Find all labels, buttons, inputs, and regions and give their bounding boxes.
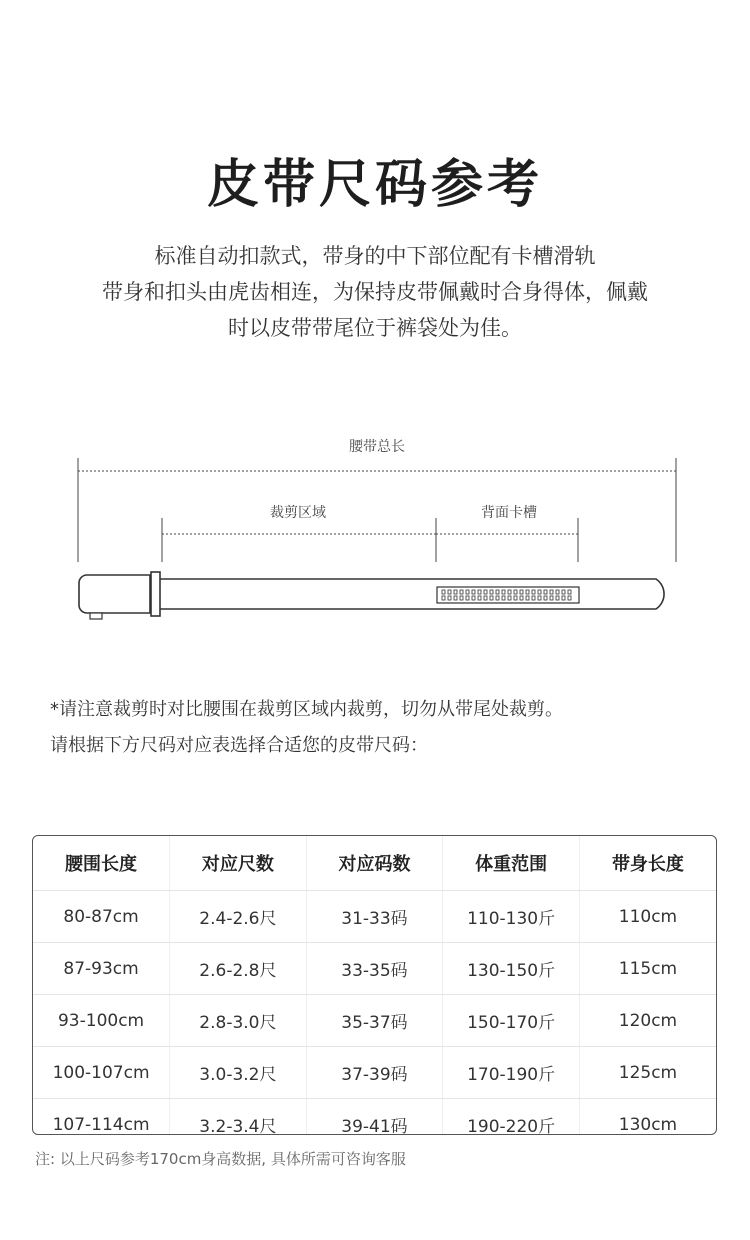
cell-code: 37-39码 — [306, 1047, 443, 1099]
table-row — [33, 1047, 716, 1099]
intro-line-1: 标准自动扣款式，带身的中下部位配有卡槽滑轨 — [154, 244, 596, 268]
cell-belt-length: 130cm — [618, 1114, 678, 1135]
buckle-icon — [79, 575, 150, 613]
cell-waist: 93-100cm — [33, 995, 170, 1047]
cell-belt-length: 120cm — [579, 995, 716, 1047]
belt-diagram — [0, 420, 750, 630]
cell-weight: 170-190斤 — [443, 1047, 580, 1099]
cell-chi: 2.4-2.6尺 — [170, 891, 307, 943]
table-row — [33, 1099, 716, 1136]
table-row — [33, 891, 716, 943]
cell-belt-length: 125cm — [579, 1047, 716, 1099]
cell-code: 31-33码 — [306, 891, 443, 943]
intro-line-2: 带身和扣头由虎齿相连，为保持皮带佩戴时合身得体，佩戴 — [102, 280, 648, 304]
intro-line-3: 时以皮带带尾位于裤袋处为佳。 — [228, 316, 522, 340]
back-slot-label: 背面卡槽 — [481, 505, 537, 521]
cell-code: 39-41码 — [306, 1099, 443, 1136]
intro-text — [0, 238, 750, 346]
cell-chi: 2.8-3.0尺 — [170, 995, 307, 1047]
footnote: 注: 以上尺码参考170cm身高数据, 具体所需可咨询客服 — [35, 1150, 406, 1168]
header-weight: 体重范围 — [443, 836, 580, 891]
cell-belt-length: 110cm — [579, 891, 716, 943]
cell-code: 35-37码 — [306, 995, 443, 1047]
cell-waist: 87-93cm — [33, 943, 170, 995]
cell-waist: 107-114cm — [33, 1099, 170, 1136]
size-table-grid — [33, 836, 716, 1135]
header-chi: 对应尺数 — [170, 836, 307, 891]
cell-chi: 2.6-2.8尺 — [170, 943, 307, 995]
cell-weight: 190-220斤 — [443, 1099, 580, 1136]
cell-waist: 100-107cm — [33, 1047, 170, 1099]
header-belt-length: 带身长度 — [579, 836, 716, 891]
page-title: 皮带尺码参考 — [206, 155, 543, 215]
table-row — [33, 943, 716, 995]
cell-belt-length: 115cm — [579, 943, 716, 995]
size-select-note: 请根据下方尺码对应表选择合适您的皮带尺码： — [50, 735, 428, 756]
total-length-label: 腰带总长 — [349, 439, 405, 455]
cell-chi: 3.0-3.2尺 — [170, 1047, 307, 1099]
belt-strap — [157, 579, 664, 609]
cut-zone-label: 裁剪区域 — [270, 505, 326, 521]
cut-warning-note: *请注意裁剪时对比腰围在裁剪区域内裁剪，切勿从带尾处裁剪。 — [50, 699, 563, 720]
cell-chi: 3.2-3.4尺 — [170, 1099, 307, 1136]
notes — [50, 692, 730, 764]
table-row — [33, 995, 716, 1047]
header-waist: 腰围长度 — [33, 836, 170, 891]
cell-code: 33-35码 — [306, 943, 443, 995]
cell-weight: 130-150斤 — [443, 943, 580, 995]
buckle-clip — [90, 613, 102, 619]
back-slot-track — [437, 587, 579, 603]
buckle-connector — [151, 572, 160, 616]
table-header-row — [33, 836, 716, 891]
size-table — [32, 835, 717, 1135]
cell-weight: 110-130斤 — [443, 891, 580, 943]
header-code: 对应码数 — [306, 836, 443, 891]
cell-weight: 150-170斤 — [443, 995, 580, 1047]
cell-waist: 80-87cm — [33, 891, 170, 943]
